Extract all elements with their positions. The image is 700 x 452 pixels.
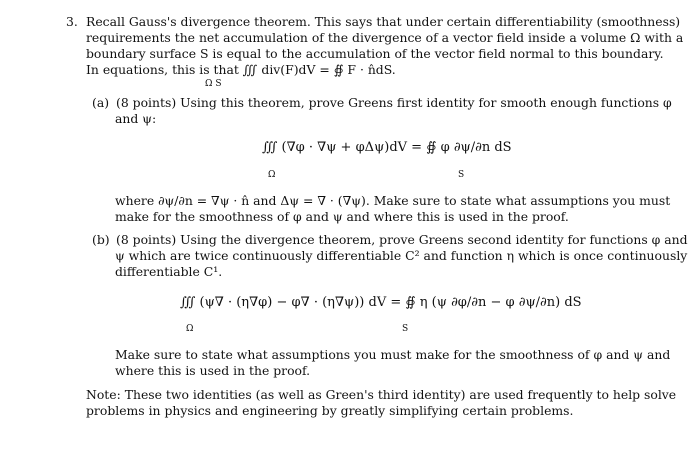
part-b-eq-s: S	[402, 324, 409, 334]
intro-line-3: boundary surface S is equal to the accumulation of the vector field normal to this boundary.	[86, 46, 664, 61]
intro-line-4: In equations, this is that ∭ div(F)dV = ∯ F · n̂dS.	[86, 62, 396, 77]
part-a-line-2: and ψ:	[115, 111, 157, 126]
problem-number: 3.	[66, 14, 78, 29]
part-a-where-line-2: make for the smoothness of φ and ψ and where this is used in the proof.	[115, 209, 569, 224]
part-b-equation	[180, 295, 582, 311]
part-b-label: (b)	[92, 232, 110, 247]
part-a-eq-omega: Ω	[268, 170, 276, 180]
note-line-1: Note: These two identities (as well as Green's third identity) are used frequently to help solve	[86, 387, 677, 402]
part-a-label: (a)	[92, 95, 110, 110]
intro-line-2: requirements the net accumulation of the divergence of a vector field inside a volume Ω with a	[86, 30, 684, 45]
intro-equation-subscripts: Ω S	[205, 79, 222, 89]
part-b-line-3: differentiable C¹.	[115, 264, 223, 279]
part-b-equation-text: ∭ (ψ∇ · (η∇φ) − φ∇ · (η∇ψ)) dV = ∯ η (ψ ∂φ/∂n − φ ∂ψ/∂n) dS	[180, 295, 582, 310]
part-b-after-line-2: where this is used in the proof.	[115, 363, 311, 378]
intro-line-1: Recall Gauss's divergence theorem. This says that under certain differentiability (smoothness)	[86, 14, 681, 29]
part-b-eq-omega: Ω	[186, 324, 194, 334]
part-a-eq-s: S	[458, 170, 465, 180]
part-b-line-2: ψ which are twice continuously differentiable C² and function η which is once continuously	[115, 248, 688, 263]
note-line-2: problems in physics and engineering by greatly simplifying certain problems.	[86, 403, 574, 418]
part-a-equation	[262, 140, 512, 156]
part-a-equation-text: ∭ (∇φ · ∇ψ + φΔψ)dV = ∯ φ ∂ψ/∂n dS	[262, 140, 512, 155]
part-b-after-line-1: Make sure to state what assumptions you must make for the smoothness of φ and ψ and	[115, 347, 671, 362]
part-b-line-1: (8 points) Using the divergence theorem, prove Greens second identity for functions φ and	[116, 232, 688, 247]
part-a-where-line-1: where ∂ψ/∂n = ∇ψ · n̂ and Δψ = ∇ · (∇ψ). Make sure to state what assumptions you must	[115, 193, 671, 208]
part-a-line-1: (8 points) Using this theorem, prove Greens first identity for smooth enough functions φ	[116, 95, 672, 110]
